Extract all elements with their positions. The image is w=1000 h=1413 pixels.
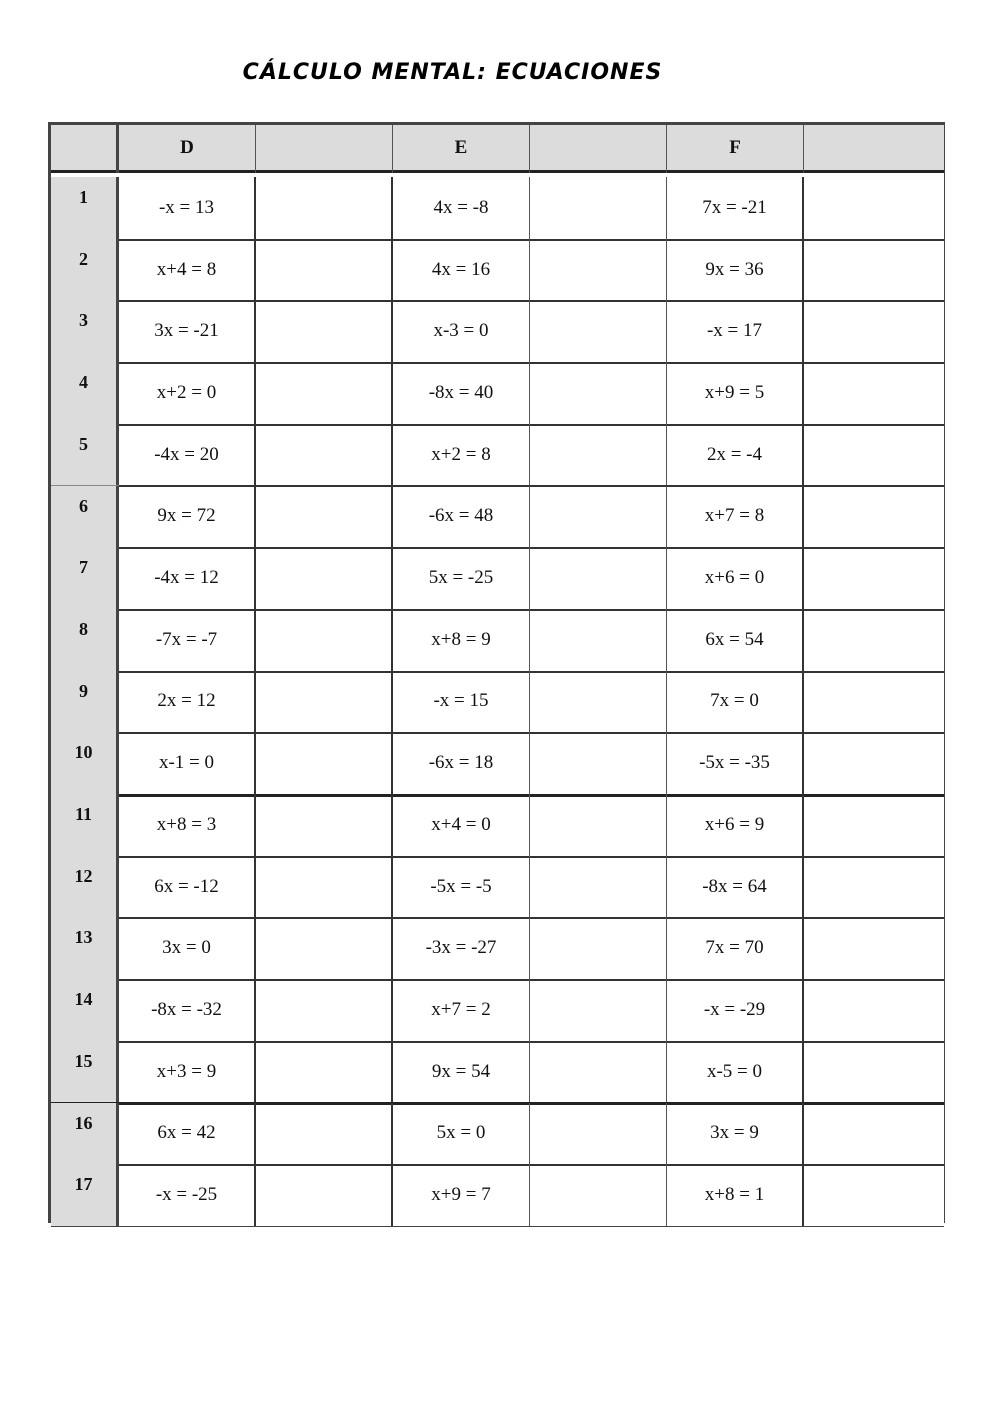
table-row — [51, 300, 944, 362]
answer-cell-e[interactable] — [530, 1041, 667, 1103]
equation-cell-f: 9x = 36 — [667, 239, 804, 301]
header-col-f: F — [667, 125, 804, 173]
equation-cell-e: x+8 = 9 — [393, 609, 530, 671]
answer-cell-e[interactable] — [530, 177, 667, 239]
equation-cell-d: 3x = -21 — [119, 300, 256, 362]
header-answer-d — [256, 125, 393, 173]
answer-cell-f[interactable] — [804, 856, 941, 918]
equation-cell-f: 7x = 70 — [667, 917, 804, 979]
equation-cell-e: -5x = -5 — [393, 856, 530, 918]
header-col-d: D — [119, 125, 256, 173]
answer-cell-e[interactable] — [530, 424, 667, 486]
table-row — [51, 486, 944, 548]
table-row — [51, 547, 944, 609]
equation-cell-f: -x = -29 — [667, 979, 804, 1041]
answer-cell-d[interactable] — [256, 732, 393, 794]
equation-cell-d: 2x = 12 — [119, 671, 256, 733]
row-number: 3 — [51, 300, 119, 362]
table-bottom-border — [51, 1226, 944, 1227]
table-row — [51, 424, 944, 486]
table-row — [51, 979, 944, 1041]
equation-cell-e: -6x = 18 — [393, 732, 530, 794]
answer-cell-d[interactable] — [256, 1164, 393, 1226]
equation-cell-d: 6x = -12 — [119, 856, 256, 918]
answer-cell-f[interactable] — [804, 732, 941, 794]
equation-cell-f: x+6 = 9 — [667, 794, 804, 856]
answer-cell-d[interactable] — [256, 1103, 393, 1165]
row-number: 5 — [51, 424, 119, 486]
equation-cell-f: -5x = -35 — [667, 732, 804, 794]
answer-cell-e[interactable] — [530, 300, 667, 362]
answer-cell-d[interactable] — [256, 917, 393, 979]
row-number: 14 — [51, 979, 119, 1041]
equation-cell-f: x-5 = 0 — [667, 1041, 804, 1103]
equation-cell-e: x+4 = 0 — [393, 794, 530, 856]
answer-cell-e[interactable] — [530, 1103, 667, 1165]
answer-cell-e[interactable] — [530, 547, 667, 609]
header-answer-e — [530, 125, 667, 173]
table-row — [51, 177, 944, 239]
header-col-e: E — [393, 125, 530, 173]
answer-cell-f[interactable] — [804, 917, 941, 979]
equation-cell-d: x+8 = 3 — [119, 794, 256, 856]
answer-cell-f[interactable] — [804, 362, 941, 424]
table-row — [51, 732, 944, 794]
answer-cell-f[interactable] — [804, 547, 941, 609]
row-number: 2 — [51, 239, 119, 301]
equation-cell-d: -8x = -32 — [119, 979, 256, 1041]
row-number: 12 — [51, 856, 119, 918]
equation-cell-e: -8x = 40 — [393, 362, 530, 424]
answer-cell-e[interactable] — [530, 732, 667, 794]
equation-cell-d: -x = 13 — [119, 177, 256, 239]
answer-cell-f[interactable] — [804, 239, 941, 301]
table-row — [51, 671, 944, 733]
row-number: 16 — [51, 1103, 119, 1165]
answer-cell-e[interactable] — [530, 362, 667, 424]
answer-cell-d[interactable] — [256, 609, 393, 671]
equation-cell-d: x+4 = 8 — [119, 239, 256, 301]
answer-cell-d[interactable] — [256, 239, 393, 301]
row-number: 10 — [51, 732, 119, 794]
answer-cell-d[interactable] — [256, 794, 393, 856]
answer-cell-e[interactable] — [530, 486, 667, 548]
row-number: 13 — [51, 917, 119, 979]
equation-cell-f: 3x = 9 — [667, 1103, 804, 1165]
answer-cell-f[interactable] — [804, 1103, 941, 1165]
row-number: 4 — [51, 362, 119, 424]
answer-cell-d[interactable] — [256, 424, 393, 486]
equation-cell-d: -x = -25 — [119, 1164, 256, 1226]
equation-cell-e: x+9 = 7 — [393, 1164, 530, 1226]
table-row — [51, 917, 944, 979]
equation-cell-f: -8x = 64 — [667, 856, 804, 918]
row-number: 8 — [51, 609, 119, 671]
row-number: 7 — [51, 547, 119, 609]
equation-cell-e: 9x = 54 — [393, 1041, 530, 1103]
equation-cell-e: 5x = 0 — [393, 1103, 530, 1165]
answer-cell-f[interactable] — [804, 424, 941, 486]
equation-cell-e: 5x = -25 — [393, 547, 530, 609]
answer-cell-f[interactable] — [804, 1041, 941, 1103]
equation-cell-e: x-3 = 0 — [393, 300, 530, 362]
answer-cell-f[interactable] — [804, 177, 941, 239]
equations-table — [48, 122, 945, 1223]
answer-cell-f[interactable] — [804, 671, 941, 733]
answer-cell-d[interactable] — [256, 1041, 393, 1103]
row-number: 6 — [51, 486, 119, 548]
equation-cell-e: 4x = 16 — [393, 239, 530, 301]
table-row — [51, 1103, 944, 1165]
table-header-row — [51, 122, 944, 173]
equation-cell-f: 7x = -21 — [667, 177, 804, 239]
header-corner-cell — [51, 125, 119, 173]
answer-cell-d[interactable] — [256, 671, 393, 733]
answer-cell-d[interactable] — [256, 300, 393, 362]
equation-cell-f: 2x = -4 — [667, 424, 804, 486]
equation-cell-f: x+7 = 8 — [667, 486, 804, 548]
equation-cell-f: 7x = 0 — [667, 671, 804, 733]
equation-cell-f: x+9 = 5 — [667, 362, 804, 424]
answer-cell-d[interactable] — [256, 547, 393, 609]
answer-cell-d[interactable] — [256, 177, 393, 239]
table-row — [51, 239, 944, 301]
answer-cell-d[interactable] — [256, 856, 393, 918]
equation-cell-f: 6x = 54 — [667, 609, 804, 671]
answer-cell-f[interactable] — [804, 486, 941, 548]
equation-cell-e: x+7 = 2 — [393, 979, 530, 1041]
table-row — [51, 794, 944, 856]
answer-cell-e[interactable] — [530, 239, 667, 301]
answer-cell-d[interactable] — [256, 486, 393, 548]
answer-cell-d[interactable] — [256, 362, 393, 424]
answer-cell-f[interactable] — [804, 300, 941, 362]
equation-cell-d: 6x = 42 — [119, 1103, 256, 1165]
page-title: CÁLCULO MENTAL: ECUACIONES — [242, 60, 663, 85]
table-row — [51, 1164, 944, 1226]
table-row — [51, 856, 944, 918]
equation-cell-d: x+3 = 9 — [119, 1041, 256, 1103]
answer-cell-f[interactable] — [804, 979, 941, 1041]
equation-cell-e: x+2 = 8 — [393, 424, 530, 486]
equation-cell-f: x+8 = 1 — [667, 1164, 804, 1226]
table-row — [51, 362, 944, 424]
row-number: 17 — [51, 1164, 119, 1226]
equation-cell-e: 4x = -8 — [393, 177, 530, 239]
row-number: 11 — [51, 794, 119, 856]
answer-cell-e[interactable] — [530, 856, 667, 918]
answer-cell-e[interactable] — [530, 609, 667, 671]
answer-cell-e[interactable] — [530, 979, 667, 1041]
answer-cell-e[interactable] — [530, 917, 667, 979]
equation-cell-e: -6x = 48 — [393, 486, 530, 548]
answer-cell-f[interactable] — [804, 794, 941, 856]
row-number: 15 — [51, 1041, 119, 1103]
equation-cell-d: -4x = 12 — [119, 547, 256, 609]
row-number: 1 — [51, 177, 119, 239]
header-answer-f — [804, 125, 941, 173]
equation-cell-f: x+6 = 0 — [667, 547, 804, 609]
equation-cell-e: -x = 15 — [393, 671, 530, 733]
equation-cell-d: 9x = 72 — [119, 486, 256, 548]
table-row — [51, 1041, 944, 1103]
equation-cell-d: 3x = 0 — [119, 917, 256, 979]
equation-cell-d: -7x = -7 — [119, 609, 256, 671]
equation-cell-d: x-1 = 0 — [119, 732, 256, 794]
answer-cell-e[interactable] — [530, 671, 667, 733]
answer-cell-f[interactable] — [804, 609, 941, 671]
equation-cell-d: x+2 = 0 — [119, 362, 256, 424]
row-number: 9 — [51, 671, 119, 733]
answer-cell-e[interactable] — [530, 794, 667, 856]
answer-cell-e[interactable] — [530, 1164, 667, 1226]
equation-cell-e: -3x = -27 — [393, 917, 530, 979]
answer-cell-d[interactable] — [256, 979, 393, 1041]
equation-cell-d: -4x = 20 — [119, 424, 256, 486]
answer-cell-f[interactable] — [804, 1164, 941, 1226]
table-row — [51, 609, 944, 671]
equation-cell-f: -x = 17 — [667, 300, 804, 362]
